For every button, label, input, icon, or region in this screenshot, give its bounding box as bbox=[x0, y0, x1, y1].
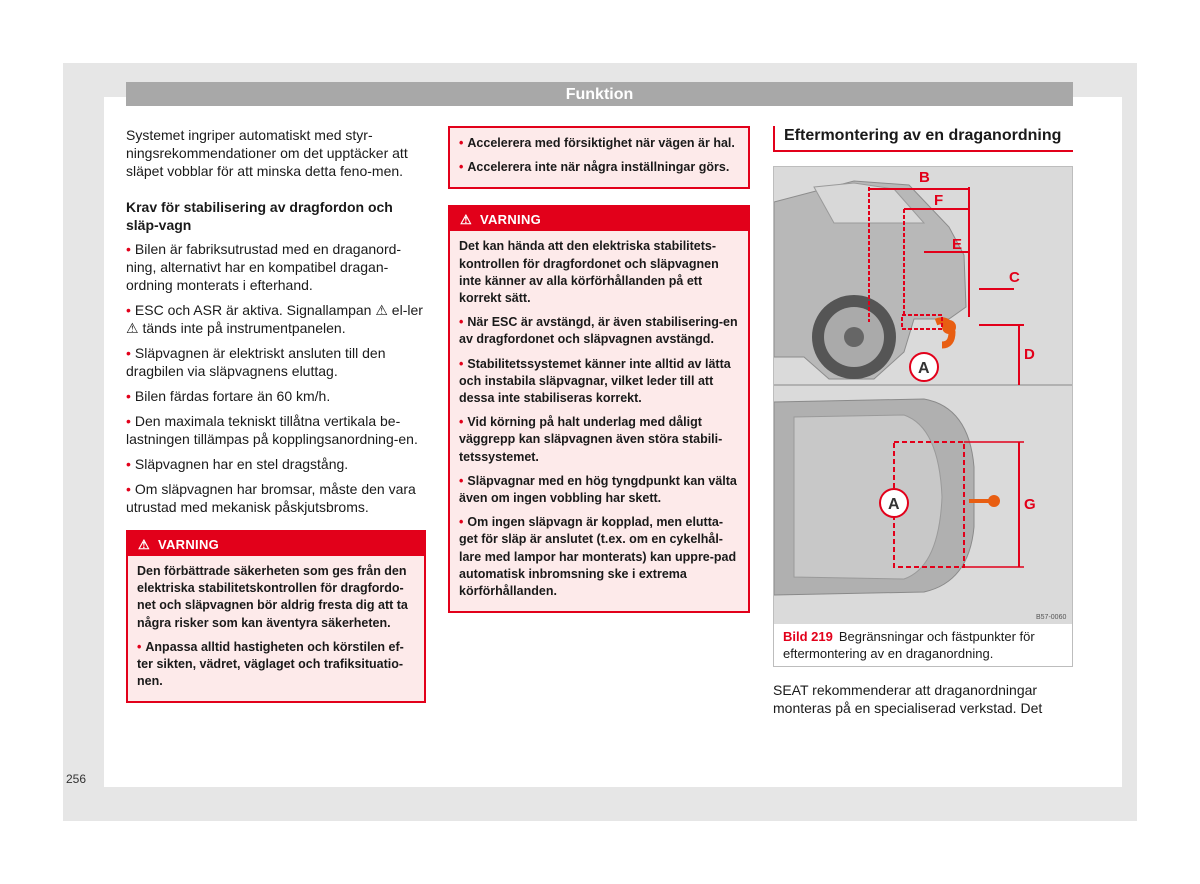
list-item: • ESC och ASR är aktiva. Signallampan ⚠ el-ler ⚠ tänds inte på instrumentpanelen. bbox=[126, 302, 423, 336]
label-b: B bbox=[919, 169, 930, 186]
list-item: • Bilen är fabriksutrustad med en draganord-ning, alternativt har en kompatibel dragan-ordning monterats i efterhand. bbox=[126, 241, 402, 293]
column-left bbox=[126, 126, 426, 703]
caption-label: Bild 219 bbox=[783, 629, 833, 644]
figure-caption bbox=[774, 624, 1072, 666]
warning-box-middle bbox=[448, 205, 750, 613]
list-item: • Släpvagnar med en hög tyngdpunkt kan välta även om ingen vobbling har skett. bbox=[459, 473, 737, 506]
label-e: E bbox=[952, 236, 963, 253]
list-item: • Anpassa alltid hastigheten och körstilen ef-ter sikten, vädret, väglaget och trafiksituatio-nen. bbox=[137, 639, 404, 689]
warning-continued-box bbox=[448, 126, 750, 189]
warning-triangle-icon: ⚠ bbox=[460, 212, 472, 228]
warning-header: ⚠ VARNING bbox=[450, 207, 748, 231]
list-item: • Om ingen släpvagn är kopplad, men elutta-get för släp är anslutet (t.ex. om en cykelhål-lare med lampor har monterats) kan uppre-pad automatisk inbromsning ske i extrema körförhållanden. bbox=[459, 515, 737, 599]
warning-box-left bbox=[126, 530, 426, 703]
tow-hitch-diagram bbox=[774, 167, 1072, 624]
list-item: • Om släpvagnen har bromsar, måste den vara utrustad med mekanisk påskjutsbroms. bbox=[126, 481, 416, 515]
label-d: D bbox=[1024, 346, 1035, 363]
list-item: • Släpvagnen har en stel dragstång. bbox=[126, 456, 349, 472]
warning-header: ⚠ VARNING bbox=[128, 532, 424, 556]
label-f: F bbox=[934, 192, 944, 209]
warning-body bbox=[450, 128, 748, 187]
list-item: • Bilen färdas fortare än 60 km/h. bbox=[126, 388, 331, 404]
label-a-top: A bbox=[918, 360, 930, 377]
warning-body bbox=[450, 231, 748, 611]
page-number: 256 bbox=[66, 772, 87, 786]
intro-paragraph: Systemet ingriper automatiskt med styr-ningsrekommendationer om det upptäcker att släpet vobblar för att minska detta feno-men. bbox=[126, 127, 408, 179]
section-header: Funktion bbox=[126, 82, 1073, 106]
warning-text: Den förbättrade säkerheten som ges från den elektriska stabilitetskontrollen för dragfordo-net och släpvagnen bör aldrig fresta dig att ta några risker som kan äventyra säkerheten. bbox=[137, 564, 408, 630]
body-paragraph: SEAT rekommenderar att draganordningar monteras på en specialiserad verkstad. Det bbox=[773, 682, 1043, 716]
label-g: G bbox=[1024, 496, 1036, 513]
warning-text: Det kan hända att den elektriska stabilitets-kontrollen för dragfordonet och släpvagnen inte känner av alla körförhållanden på ett korrekt sätt. bbox=[459, 239, 719, 306]
list-item: • Accelerera med försiktighet när vägen är hal. bbox=[459, 136, 735, 150]
section-title: Eftermontering av en draganordning bbox=[773, 126, 1073, 152]
list-item: • Vid körning på halt underlag med dåligt väggrepp kan släpvagnen även störa stabili-tetssystemet. bbox=[459, 415, 723, 464]
warning-triangle-icon: ⚠ bbox=[138, 537, 150, 552]
list-item: • Den maximala tekniskt tillåtna vertikala be-lastningen tillämpas på kopplingsanordning-en. bbox=[126, 413, 418, 447]
list-item: • Släpvagnen är elektriskt ansluten till den dragbilen via släpvagnens eluttag. bbox=[126, 345, 386, 379]
figure-code: B57-0060 bbox=[1036, 614, 1067, 621]
warning-body bbox=[128, 556, 424, 701]
label-c: C bbox=[1009, 269, 1020, 286]
figure bbox=[773, 166, 1073, 667]
list-item: • Stabilitetssystemet känner inte alltid av lätta och instabila släpvagnar, vilket leder till att dessa inte stabiliseras korrekt. bbox=[459, 356, 731, 406]
requirements-list bbox=[126, 240, 426, 516]
list-item: • När ESC är avstängd, är även stabilisering-en av dragfordonet och släpvagnen avstängd. bbox=[459, 315, 738, 347]
column-right bbox=[773, 126, 1073, 727]
list-item: • Accelerera inte när några inställningar görs. bbox=[459, 160, 730, 175]
label-a-bottom: A bbox=[888, 496, 900, 513]
requirements-heading: Krav för stabilisering av dragfordon och släp-vagn bbox=[126, 199, 393, 233]
column-middle bbox=[448, 126, 750, 613]
caption-text: Begränsningar och fästpunkter för eftermontering av en draganordning. bbox=[783, 629, 1035, 661]
